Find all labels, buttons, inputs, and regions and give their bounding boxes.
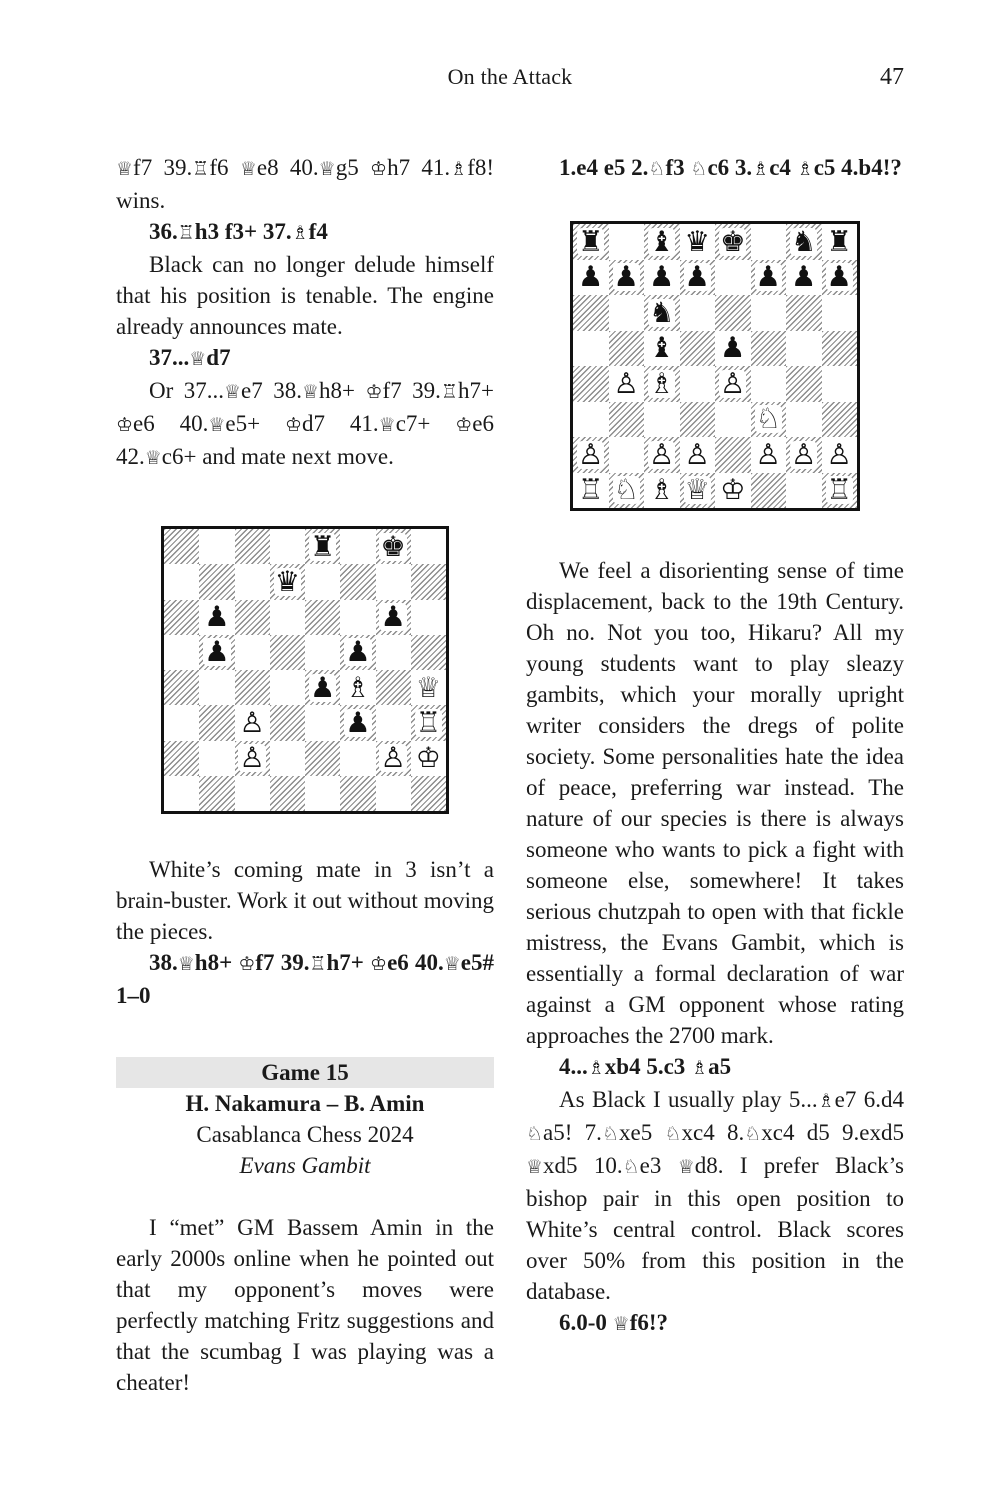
piece-figurine-icon: ♘ bbox=[648, 158, 666, 180]
dark-square bbox=[340, 564, 375, 599]
light-square bbox=[609, 437, 645, 473]
dark-square bbox=[270, 635, 305, 670]
main-line-moves bbox=[116, 216, 494, 249]
move-text-run: Or 37... bbox=[149, 378, 224, 403]
piece-figurine-icon: ♗ bbox=[752, 158, 770, 180]
piece-figurine-icon: ♗ bbox=[796, 158, 814, 180]
white-rook-icon: ♖ bbox=[826, 473, 852, 507]
move-text-run: xd5 10. bbox=[543, 1153, 623, 1178]
move-text-run: h7+ bbox=[326, 950, 371, 975]
dark-square bbox=[751, 473, 787, 509]
move-text-run: h8+ bbox=[194, 950, 239, 975]
move-text-run: e6 42. bbox=[116, 411, 494, 469]
move-text-run: e7 38. bbox=[241, 378, 302, 403]
light-square bbox=[786, 331, 822, 367]
piece-figurine-icon: ♕ bbox=[526, 1156, 544, 1178]
game-header bbox=[116, 1057, 494, 1181]
piece-figurine-icon: ♕ bbox=[208, 414, 226, 436]
dark-square bbox=[164, 741, 199, 776]
main-line-moves bbox=[526, 1307, 904, 1340]
move-text-run: f8! wins. bbox=[116, 155, 495, 213]
dark-square bbox=[715, 295, 751, 331]
variation-paragraph bbox=[526, 1084, 904, 1307]
light-square bbox=[270, 741, 305, 776]
dark-square bbox=[751, 331, 787, 367]
light-square bbox=[270, 529, 305, 564]
main-line-moves bbox=[116, 947, 494, 1011]
black-bishop-icon: ♝ bbox=[649, 331, 675, 365]
move-text-run: 36. bbox=[149, 219, 178, 244]
dark-square bbox=[609, 402, 645, 438]
move-text-run: f7 39. bbox=[133, 155, 193, 180]
black-pawn-icon: ♟ bbox=[345, 705, 371, 739]
piece-figurine-icon: ♔ bbox=[455, 414, 473, 436]
move-text-run: As Black I usually play 5... bbox=[559, 1087, 818, 1112]
white-king-icon: ♔ bbox=[415, 741, 442, 775]
move-text-run: e5+ bbox=[225, 411, 285, 436]
dark-square bbox=[199, 564, 234, 599]
dark-square bbox=[609, 331, 645, 367]
light-square bbox=[644, 402, 680, 438]
main-line-moves bbox=[526, 152, 904, 185]
piece-figurine-icon: ♘ bbox=[622, 1156, 640, 1178]
dark-square bbox=[270, 776, 305, 811]
variation-paragraph bbox=[116, 375, 494, 474]
dark-square bbox=[376, 670, 411, 705]
light-square bbox=[235, 776, 270, 811]
black-knight-icon: ♞ bbox=[791, 224, 817, 258]
white-knight-icon: ♘ bbox=[755, 402, 781, 436]
move-text-run: 6.0-0 bbox=[559, 1310, 613, 1335]
light-square bbox=[270, 600, 305, 635]
move-text-run: a5! 7. bbox=[543, 1120, 602, 1145]
move-text-run: f7 39. bbox=[382, 378, 441, 403]
white-pawn-icon: ♙ bbox=[239, 705, 265, 739]
move-text-run: xb4 5.c3 bbox=[604, 1054, 692, 1079]
white-pawn-icon: ♙ bbox=[791, 437, 817, 471]
dark-square bbox=[305, 600, 340, 635]
chess-diagram bbox=[570, 221, 860, 511]
running-header bbox=[0, 64, 1000, 98]
light-square bbox=[715, 260, 751, 296]
piece-figurine-icon: ♘ bbox=[744, 1123, 762, 1145]
move-text-run: xc4 d5 9.exd5 bbox=[761, 1120, 904, 1145]
light-square bbox=[573, 331, 609, 367]
dark-square bbox=[164, 529, 199, 564]
white-pawn-icon: ♙ bbox=[720, 366, 746, 400]
piece-figurine-icon: ♔ bbox=[116, 414, 134, 436]
dark-square bbox=[411, 564, 446, 599]
black-pawn-icon: ♟ bbox=[380, 600, 406, 634]
dark-square bbox=[573, 366, 609, 402]
light-square bbox=[340, 600, 375, 635]
move-text-run: e5# 1–0 bbox=[116, 950, 494, 1008]
black-pawn-icon: ♟ bbox=[204, 600, 230, 634]
black-pawn-icon: ♟ bbox=[755, 260, 781, 294]
white-pawn-icon: ♙ bbox=[578, 437, 604, 471]
piece-figurine-icon: ♕ bbox=[224, 381, 242, 403]
light-square bbox=[270, 670, 305, 705]
light-square bbox=[235, 564, 270, 599]
piece-figurine-icon: ♔ bbox=[370, 158, 388, 180]
dark-square bbox=[235, 670, 270, 705]
move-text-run: e3 bbox=[639, 1153, 678, 1178]
move-text-run: 4... bbox=[559, 1054, 588, 1079]
running-title: On the Attack bbox=[447, 64, 573, 89]
piece-figurine-icon: ♗ bbox=[691, 1057, 709, 1079]
game-opening: Evans Gambit bbox=[239, 1153, 371, 1178]
piece-figurine-icon: ♕ bbox=[677, 1156, 695, 1178]
light-square bbox=[199, 670, 234, 705]
light-square bbox=[305, 776, 340, 811]
light-square bbox=[751, 295, 787, 331]
light-square bbox=[305, 564, 340, 599]
piece-figurine-icon: ♗ bbox=[291, 222, 309, 244]
dark-square bbox=[411, 635, 446, 670]
move-text-run: c7+ bbox=[395, 411, 456, 436]
move-text-run: e7 6.d4 bbox=[834, 1087, 905, 1112]
move-text-run: 1.e4 e5 2. bbox=[559, 155, 649, 180]
dark-square bbox=[786, 366, 822, 402]
main-line-moves bbox=[526, 1051, 904, 1084]
light-square bbox=[340, 741, 375, 776]
move-text-run: 37... bbox=[149, 345, 190, 370]
light-square bbox=[305, 705, 340, 740]
dark-square bbox=[270, 705, 305, 740]
move-text-run: d7 bbox=[206, 345, 231, 370]
black-king-icon: ♚ bbox=[720, 224, 746, 258]
black-pawn-icon: ♟ bbox=[720, 331, 746, 365]
dark-square bbox=[164, 670, 199, 705]
move-text-run: f7 39. bbox=[255, 950, 310, 975]
page-number: 47 bbox=[880, 64, 904, 90]
dark-square bbox=[822, 402, 858, 438]
white-pawn-icon: ♙ bbox=[613, 366, 639, 400]
piece-figurine-icon: ♗ bbox=[450, 158, 468, 180]
move-text bbox=[116, 152, 494, 216]
light-square bbox=[305, 635, 340, 670]
piece-figurine-icon: ♕ bbox=[612, 1313, 630, 1335]
dark-square bbox=[199, 705, 234, 740]
light-square bbox=[751, 366, 787, 402]
white-pawn-icon: ♙ bbox=[649, 437, 675, 471]
dark-square bbox=[680, 331, 716, 367]
piece-figurine-icon: ♔ bbox=[284, 414, 303, 436]
move-text-run: 38. bbox=[149, 950, 178, 975]
black-pawn-icon: ♟ bbox=[204, 635, 230, 669]
white-bishop-icon: ♗ bbox=[345, 670, 371, 704]
light-square bbox=[164, 564, 199, 599]
dark-square bbox=[573, 295, 609, 331]
white-king-icon: ♔ bbox=[720, 473, 746, 507]
black-pawn-icon: ♟ bbox=[649, 260, 675, 294]
move-text-run: xc4 8. bbox=[681, 1120, 745, 1145]
main-line-moves bbox=[116, 342, 494, 375]
white-queen-icon: ♕ bbox=[415, 670, 442, 704]
black-rook-icon: ♜ bbox=[309, 529, 336, 563]
piece-figurine-icon: ♕ bbox=[378, 414, 396, 436]
light-square bbox=[609, 295, 645, 331]
light-square bbox=[573, 402, 609, 438]
move-text-run: e6 40. bbox=[387, 950, 444, 975]
black-pawn-icon: ♟ bbox=[578, 260, 604, 294]
piece-figurine-icon: ♘ bbox=[601, 1123, 619, 1145]
dark-square bbox=[822, 331, 858, 367]
black-pawn-icon: ♟ bbox=[791, 260, 817, 294]
move-text-run: d8. I prefer Black’s bishop pair in this open position to White’s central control. Black scores over 50% from this position in the database. bbox=[526, 1153, 904, 1304]
commentary-paragraph: We feel a disorienting sense of time displacement, back to the 19th Century. Oh no. Not you too, Hikaru? All my young students want to play sleazy gambits, which your morally upright writer considers the dregs of polite society. Some personalities hate the idea of peace, preferring war instead. The nature of our species is there is always someone who wants to pick a fight with someone else, somewhere! It takes serious chutzpah to open with that fickle mistress, the Evans Gambit, which is essentially a formal declaration of war against a GM opponent whose rating approaches the 2700 mark. bbox=[526, 558, 904, 1048]
black-queen-icon: ♛ bbox=[274, 564, 301, 598]
piece-figurine-icon: ♕ bbox=[239, 158, 257, 180]
light-square bbox=[164, 635, 199, 670]
black-pawn-icon: ♟ bbox=[826, 260, 852, 294]
black-pawn-icon: ♟ bbox=[309, 670, 336, 704]
move-text-run: e6 40. bbox=[133, 411, 209, 436]
move-text-run: f6 bbox=[209, 155, 240, 180]
light-square bbox=[376, 635, 411, 670]
light-square bbox=[786, 402, 822, 438]
dark-square bbox=[305, 741, 340, 776]
black-bishop-icon: ♝ bbox=[649, 224, 675, 258]
piece-figurine-icon: ♔ bbox=[365, 381, 383, 403]
white-pawn-icon: ♙ bbox=[380, 741, 406, 775]
move-text-run: c6 3. bbox=[707, 155, 753, 180]
move-text-run: c5 4.b4!? bbox=[813, 155, 902, 180]
move-text-run: a5 bbox=[708, 1054, 732, 1079]
light-square bbox=[822, 295, 858, 331]
piece-figurine-icon: ♕ bbox=[302, 381, 320, 403]
move-text-run: d7 41. bbox=[302, 411, 379, 436]
light-square bbox=[411, 600, 446, 635]
move-text-run: g5 bbox=[335, 155, 371, 180]
dark-square bbox=[164, 600, 199, 635]
piece-figurine-icon: ♕ bbox=[116, 158, 134, 180]
light-square bbox=[376, 705, 411, 740]
dark-square bbox=[715, 437, 751, 473]
dark-square bbox=[680, 402, 716, 438]
game-players: H. Nakamura – B. Amin bbox=[185, 1091, 425, 1116]
light-square bbox=[164, 705, 199, 740]
move-text-run: f4 bbox=[308, 219, 328, 244]
light-square bbox=[411, 529, 446, 564]
black-pawn-icon: ♟ bbox=[613, 260, 639, 294]
piece-figurine-icon: ♔ bbox=[370, 953, 388, 975]
move-text-run: c6+ and mate next move. bbox=[161, 444, 394, 469]
light-square bbox=[609, 224, 645, 260]
dark-square bbox=[340, 776, 375, 811]
piece-figurine-icon: ♘ bbox=[664, 1123, 682, 1145]
piece-figurine-icon: ♕ bbox=[144, 447, 162, 469]
white-bishop-icon: ♗ bbox=[649, 366, 675, 400]
dark-square bbox=[411, 776, 446, 811]
black-king-icon: ♚ bbox=[380, 529, 406, 563]
move-text-run: h8+ bbox=[319, 378, 366, 403]
white-pawn-icon: ♙ bbox=[684, 437, 710, 471]
light-square bbox=[164, 776, 199, 811]
black-rook-icon: ♜ bbox=[826, 224, 852, 258]
black-pawn-icon: ♟ bbox=[684, 260, 710, 294]
white-bishop-icon: ♗ bbox=[649, 473, 675, 507]
game-event: Casablanca Chess 2024 bbox=[196, 1122, 414, 1147]
move-text-run: c4 bbox=[769, 155, 797, 180]
piece-figurine-icon: ♕ bbox=[177, 953, 195, 975]
light-square bbox=[822, 366, 858, 402]
game-label: Game 15 bbox=[116, 1057, 494, 1088]
commentary-paragraph: White’s coming mate in 3 isn’t a brain-buster. Work it out without moving the pieces. bbox=[116, 857, 494, 944]
white-rook-icon: ♖ bbox=[578, 473, 604, 507]
light-square bbox=[199, 741, 234, 776]
piece-figurine-icon: ♔ bbox=[238, 953, 256, 975]
light-square bbox=[376, 564, 411, 599]
light-square bbox=[340, 529, 375, 564]
piece-figurine-icon: ♕ bbox=[189, 348, 207, 370]
white-pawn-icon: ♙ bbox=[826, 437, 852, 471]
piece-figurine-icon: ♖ bbox=[177, 222, 195, 244]
white-pawn-icon: ♙ bbox=[239, 741, 265, 775]
move-text-run: h7 41. bbox=[387, 155, 451, 180]
piece-figurine-icon: ♘ bbox=[690, 158, 708, 180]
dark-square bbox=[786, 295, 822, 331]
light-square bbox=[680, 295, 716, 331]
white-queen-icon: ♕ bbox=[684, 473, 710, 507]
black-pawn-icon: ♟ bbox=[345, 635, 371, 669]
light-square bbox=[199, 529, 234, 564]
dark-square bbox=[235, 600, 270, 635]
light-square bbox=[680, 366, 716, 402]
white-knight-icon: ♘ bbox=[613, 473, 639, 507]
light-square bbox=[751, 224, 787, 260]
move-text-run: h7+ bbox=[457, 378, 494, 403]
commentary-paragraph: Black can no longer delude himself that his position is tenable. The engine already announces mate. bbox=[116, 252, 494, 339]
light-square bbox=[715, 402, 751, 438]
light-square bbox=[235, 635, 270, 670]
dark-square bbox=[199, 776, 234, 811]
black-knight-icon: ♞ bbox=[649, 295, 675, 329]
light-square bbox=[376, 776, 411, 811]
move-text-run: f3 bbox=[665, 155, 691, 180]
piece-figurine-icon: ♘ bbox=[526, 1123, 544, 1145]
piece-figurine-icon: ♖ bbox=[309, 953, 327, 975]
piece-figurine-icon: ♗ bbox=[817, 1090, 835, 1112]
black-rook-icon: ♜ bbox=[578, 224, 604, 258]
white-pawn-icon: ♙ bbox=[755, 437, 781, 471]
light-square bbox=[786, 473, 822, 509]
white-rook-icon: ♖ bbox=[415, 705, 442, 739]
right-column bbox=[526, 152, 904, 1340]
piece-figurine-icon: ♖ bbox=[440, 381, 458, 403]
move-text-run: f6!? bbox=[629, 1310, 669, 1335]
piece-figurine-icon: ♕ bbox=[443, 953, 461, 975]
piece-figurine-icon: ♗ bbox=[587, 1057, 605, 1079]
move-text-run: xe5 bbox=[618, 1120, 665, 1145]
commentary-paragraph: I “met” GM Bassem Amin in the early 2000s online when he pointed out that my opponent’s moves were perfectly matching Fritz suggestions and that the scumbag I was playing was a cheater! bbox=[116, 1215, 494, 1395]
move-text-run: h3 f3+ 37. bbox=[194, 219, 292, 244]
black-queen-icon: ♛ bbox=[684, 224, 710, 258]
chess-diagram bbox=[161, 526, 449, 814]
move-text-run: e8 40. bbox=[256, 155, 319, 180]
piece-figurine-icon: ♕ bbox=[318, 158, 336, 180]
dark-square bbox=[235, 529, 270, 564]
left-column bbox=[116, 152, 494, 1398]
piece-figurine-icon: ♖ bbox=[192, 158, 210, 180]
